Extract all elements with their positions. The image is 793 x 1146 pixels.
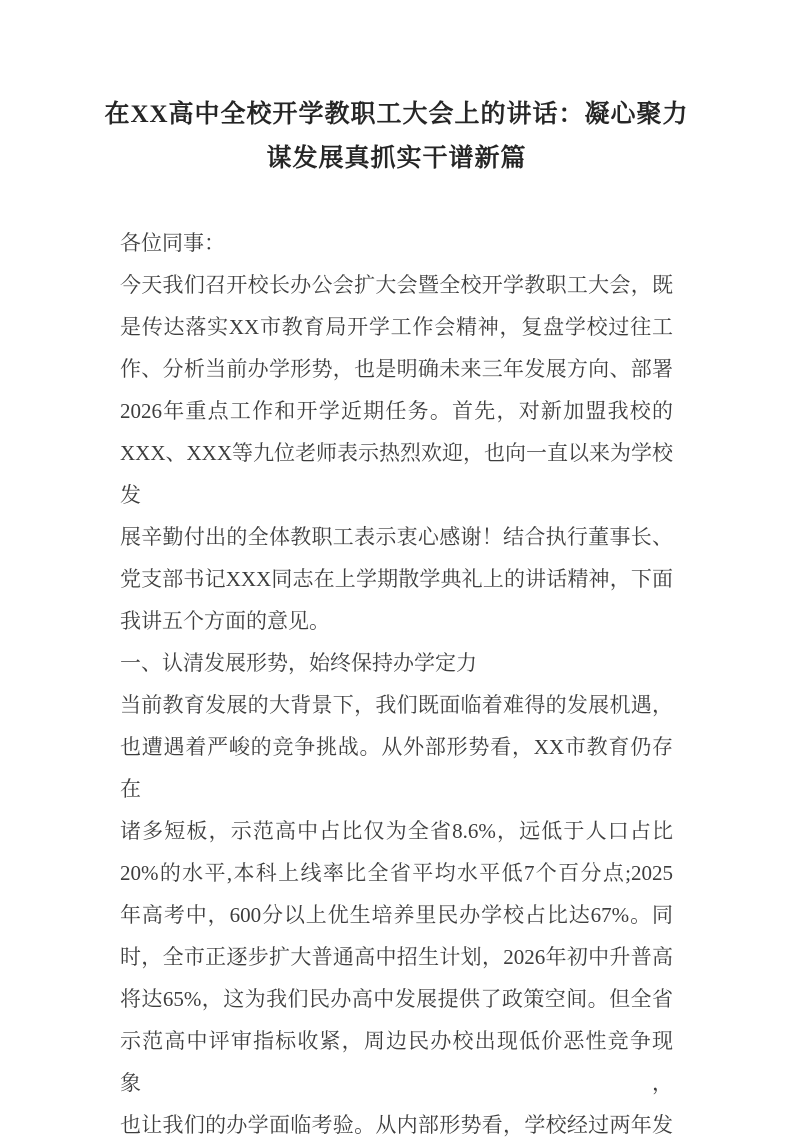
text-line: 展辛勤付出的全体教职工表示衷心感谢！结合执行董事长、 bbox=[120, 525, 673, 549]
text-line: 2026年重点工作和开学近期任务。首先，对新加盟我校的 bbox=[120, 399, 673, 423]
text-line: 我讲五个方面的意见。 bbox=[120, 609, 330, 633]
text-line: 一、认清发展形势，始终保持办学定力 bbox=[120, 651, 477, 675]
text-line: 党支部书记XXX同志在上学期散学典礼上的讲话精神，下面 bbox=[120, 567, 673, 591]
text-line: 作、分析当前办学形势，也是明确未来三年发展方向、部署 bbox=[120, 357, 673, 381]
text-line: 将达65%，这为我们民办高中发展提供了政策空间。但全省 bbox=[120, 987, 673, 1011]
text-line: 今天我们召开校长办公会扩大会暨全校开学教职工大会，既 bbox=[120, 273, 673, 297]
text-line: XXX、XXX等九位老师表示热烈欢迎，也向一直以来为学校发 bbox=[120, 441, 673, 507]
document-title bbox=[0, 0, 793, 181]
text-line: 当前教育发展的大背景下，我们既面临着难得的发展机遇， bbox=[120, 693, 673, 717]
text-line: 诸多短板，示范高中占比仅为全省8.6%，远低于人口占比 bbox=[120, 819, 673, 843]
document-title-line-1: 在XX高中全校开学教职工大会上的讲话：凝心聚力 bbox=[104, 101, 689, 128]
text-line: 20%的水平,本科上线率比全省平均水平低7个百分点;2025 bbox=[120, 861, 673, 885]
document-title-line-2: 谋发展真抓实干谱新篇 bbox=[266, 145, 527, 172]
text-line: 示范高中评审指标收紧，周边民办校出现低价恶性竞争现象， bbox=[120, 1029, 673, 1095]
text-line: 时，全市正逐步扩大普通高中招生计划，2026年初中升普高 bbox=[120, 945, 673, 969]
text-line: 也遭遇着严峻的竞争挑战。从外部形势看，XX市教育仍存在 bbox=[120, 735, 673, 801]
text-line: 各位同事： bbox=[120, 231, 225, 255]
text-line: 是传达落实XX市教育局开学工作会精神，复盘学校过往工 bbox=[120, 315, 673, 339]
text-line: 年高考中，600分以上优生培养里民办学校占比达67%。同 bbox=[120, 903, 673, 927]
document-body bbox=[120, 222, 673, 1146]
text-line: 也让我们的办学面临考验。从内部形势看，学校经过两年发 bbox=[120, 1113, 673, 1137]
